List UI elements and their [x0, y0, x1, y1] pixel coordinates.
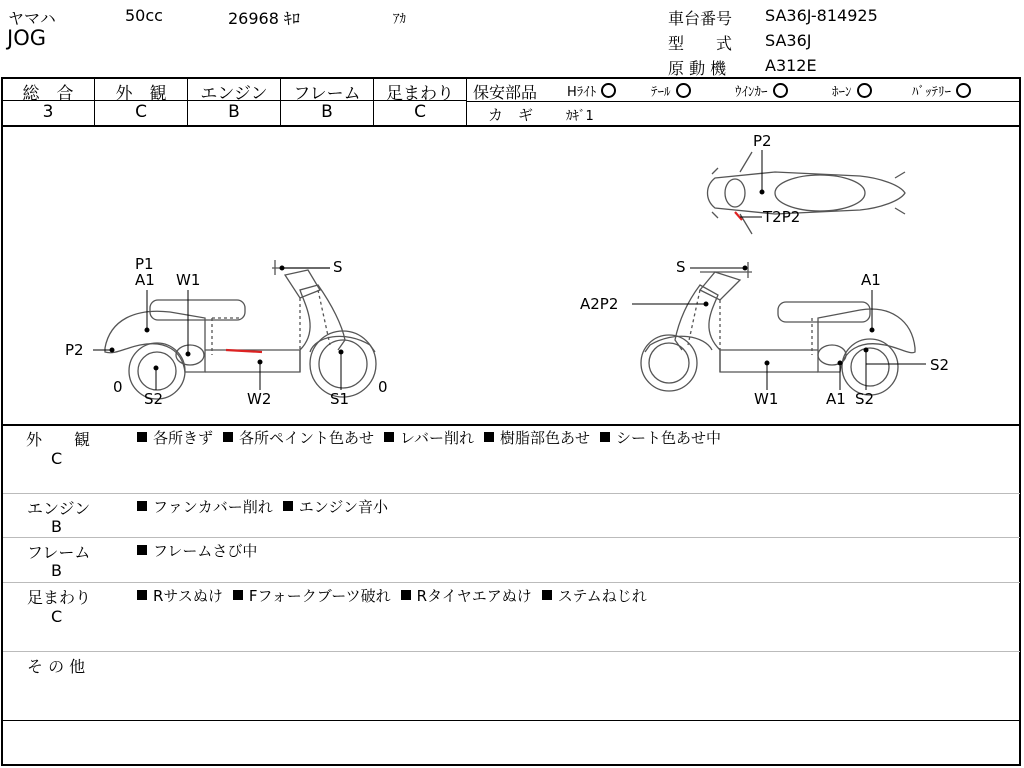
safety-item: ﾎｰﾝ	[832, 81, 912, 100]
remark-items	[137, 585, 657, 606]
remark-item: 樹脂部色あせ	[484, 429, 590, 447]
remark-category: フレーム	[27, 543, 91, 562]
engine-grade: B	[228, 102, 240, 122]
remark-item: ファンカバー削れ	[137, 498, 273, 516]
remark-category: そ の 他	[27, 657, 86, 676]
remark-grade: B	[51, 561, 62, 580]
remark-item: Rサスぬけ	[137, 587, 223, 605]
square-bullet-icon	[137, 432, 147, 442]
label-s2: S2	[144, 390, 164, 408]
engine-grade-label: エンジン	[200, 84, 268, 104]
overall-grade: 3	[42, 102, 54, 122]
remark-grade: B	[51, 517, 62, 536]
key-value: ｶｷﾞ1	[566, 109, 594, 124]
remark-item: Fフォークブーツ破れ	[233, 587, 391, 605]
square-bullet-icon	[137, 545, 147, 555]
key-label: カ ギ	[488, 106, 534, 124]
remark-item: エンジン音小	[283, 498, 388, 516]
exterior-label: 外 観	[115, 84, 167, 104]
safety-divider	[467, 101, 1020, 102]
safety-item: ｳｲﾝｶｰ	[735, 81, 832, 100]
label-s2: S2	[855, 390, 875, 408]
maker: ヤマハ	[8, 9, 56, 28]
remark-item: レバー削れ	[384, 429, 474, 447]
exterior-grade: C	[135, 102, 147, 122]
remark-item: 各所きず	[137, 429, 213, 447]
engine-value: A312E	[765, 56, 817, 75]
remark-items	[137, 540, 267, 561]
remark-category: 外 観	[26, 430, 91, 449]
label-s1: S1	[330, 390, 350, 408]
remark-items	[137, 496, 398, 517]
label-w1: W1	[754, 390, 779, 408]
safety-item: Hﾗｲﾄ	[567, 81, 651, 100]
label-a2p2: A2P2	[580, 295, 619, 313]
label-p2: P2	[65, 341, 84, 359]
model-name: JOG	[7, 26, 46, 50]
square-bullet-icon	[401, 590, 411, 600]
remark-item: ステムねじれ	[542, 587, 647, 605]
mileage-value: 26968	[228, 9, 279, 28]
label-a1: A1	[861, 271, 881, 289]
displacement: 50cc	[125, 6, 163, 25]
label-w1: W1	[176, 271, 201, 289]
scooter-diagram	[0, 126, 1024, 424]
square-bullet-icon	[223, 432, 233, 442]
frame-no: SA36J-814925	[765, 6, 878, 25]
remark-grade: C	[51, 607, 63, 626]
ok-circle-icon	[857, 83, 872, 98]
label-a1: A1	[135, 271, 155, 289]
square-bullet-icon	[542, 590, 552, 600]
square-bullet-icon	[283, 501, 293, 511]
square-bullet-icon	[137, 501, 147, 511]
label-zero: 0	[378, 378, 388, 396]
label-w2: W2	[247, 390, 272, 408]
suspension-grade-label: 足まわり	[386, 84, 454, 104]
engine-label: 原 動 機	[668, 59, 727, 78]
label-a1: A1	[826, 390, 846, 408]
type-label: 型 式	[668, 34, 733, 53]
frame-grade-label: フレーム	[293, 84, 361, 104]
label-zero: 0	[113, 378, 123, 396]
label-s2: S2	[930, 356, 950, 374]
label-t2p2: T2P2	[763, 208, 801, 226]
remark-category: 足まわり	[27, 588, 92, 607]
color: ｱｶ	[393, 12, 406, 27]
square-bullet-icon	[600, 432, 610, 442]
remark-item: Rタイヤエアぬけ	[401, 587, 532, 605]
square-bullet-icon	[137, 590, 147, 600]
ok-circle-icon	[956, 83, 971, 98]
safety-items	[567, 81, 1012, 100]
safety-item: ﾊﾞｯﾃﾘｰ	[912, 81, 1012, 100]
safety-item: ﾃｰﾙ	[651, 81, 735, 100]
type-value: SA36J	[765, 31, 812, 50]
ok-circle-icon	[676, 83, 691, 98]
top-scooter-outline	[708, 152, 906, 234]
label-p2: P2	[753, 132, 772, 150]
frame-no-label: 車台番号	[668, 9, 733, 28]
suspension-grade: C	[414, 102, 426, 122]
remark-item: シート色あせ中	[600, 429, 721, 447]
mileage	[228, 6, 300, 29]
square-bullet-icon	[484, 432, 494, 442]
remark-item: フレームさび中	[137, 542, 257, 560]
remark-category: エンジン	[27, 499, 91, 518]
label-s: S	[333, 258, 343, 276]
frame-grade: B	[321, 102, 333, 122]
remark-items	[137, 427, 731, 448]
overall-label: 総 合	[22, 84, 74, 104]
safety-label: 保安部品	[473, 83, 538, 102]
label-s: S	[676, 258, 686, 276]
ok-circle-icon	[601, 83, 616, 98]
square-bullet-icon	[384, 432, 394, 442]
remark-item: 各所ペイント色あせ	[223, 429, 374, 447]
safety-row	[473, 80, 537, 103]
label-p1: P1	[135, 255, 154, 273]
square-bullet-icon	[233, 590, 243, 600]
remark-grade: C	[51, 449, 63, 468]
mileage-unit: ｷﾛ	[284, 9, 301, 28]
ok-circle-icon	[773, 83, 788, 98]
